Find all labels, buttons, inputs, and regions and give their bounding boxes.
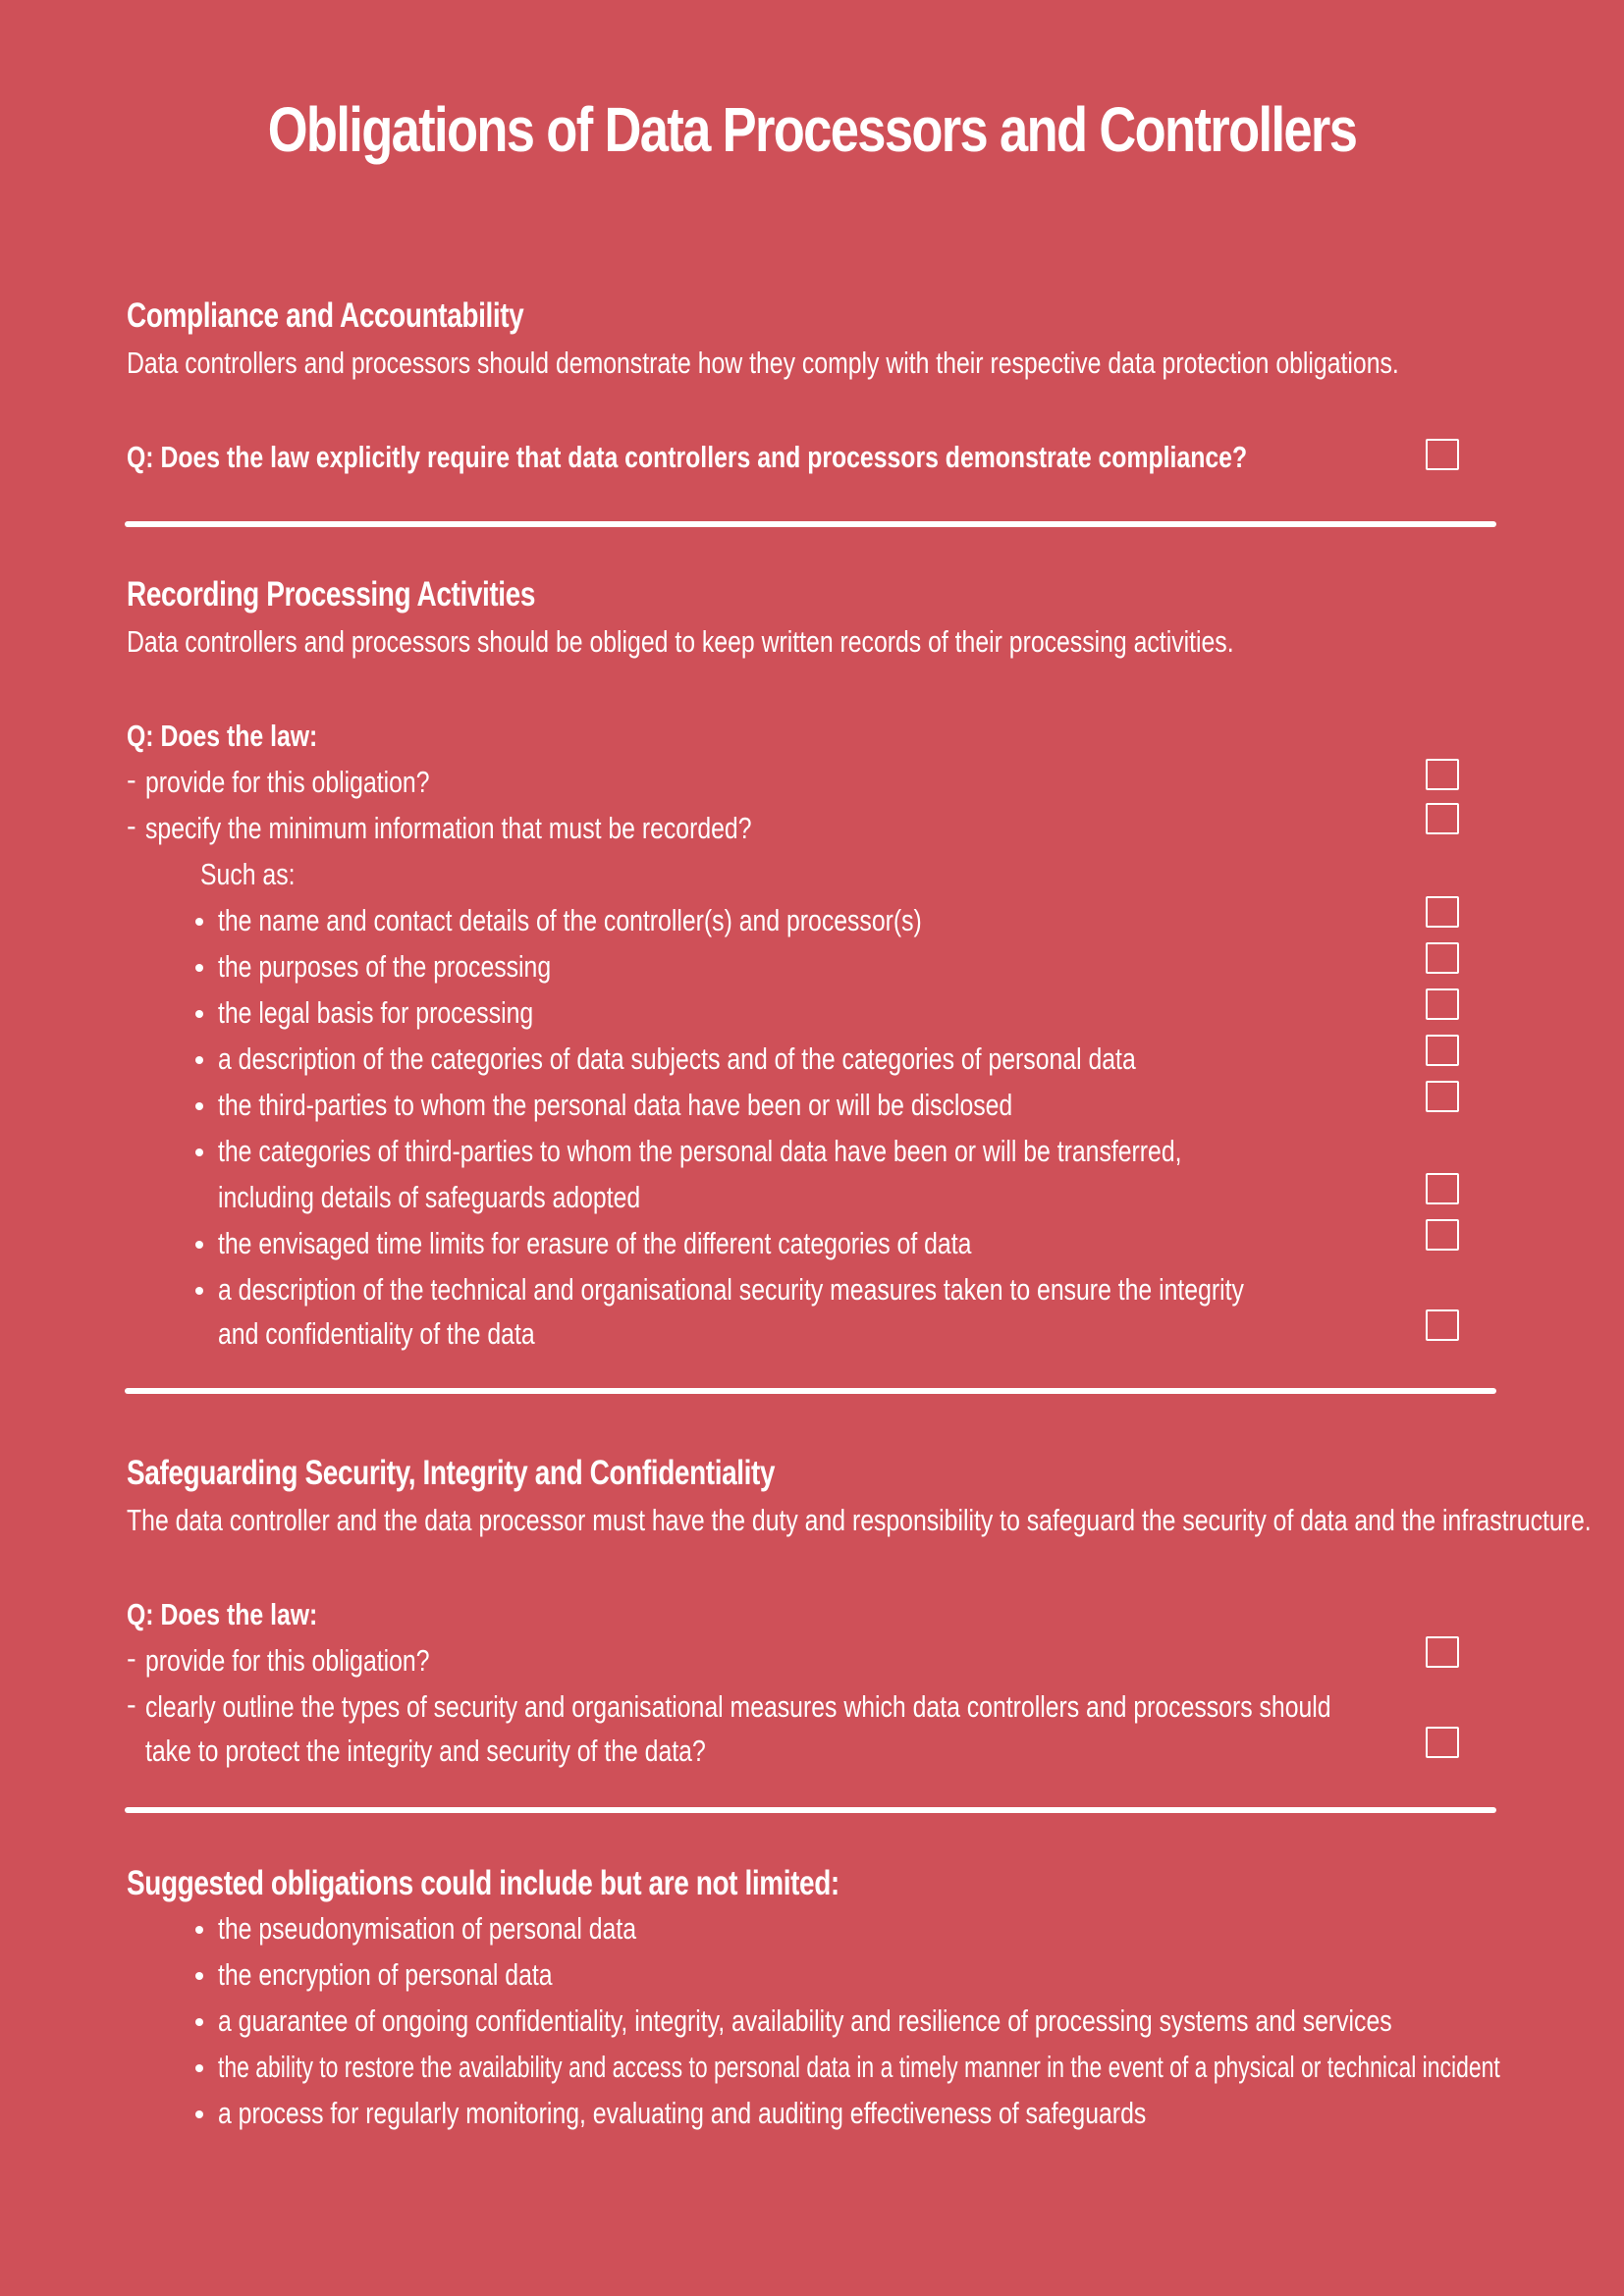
section-divider — [125, 1388, 1496, 1394]
safeguarding-question: Q: Does the law: — [127, 1597, 318, 1631]
bullet-icon — [195, 1287, 203, 1295]
dash-marker: - — [127, 1689, 136, 1721]
recording-bullet-checkbox[interactable] — [1426, 1309, 1459, 1341]
recording-bullet: the name and contact details of the controller(s) and processor(s) — [218, 903, 922, 937]
recording-item: specify the minimum information that must be recorded? — [145, 811, 752, 845]
recording-bullet: a description of the technical and organisational security measures taken to ensure the integrity — [218, 1272, 1244, 1307]
recording-bullet-checkbox[interactable] — [1426, 1173, 1459, 1204]
bullet-icon — [195, 918, 203, 926]
recording-bullet: the envisaged time limits for erasure of the different categories of data — [218, 1226, 972, 1260]
bullet-icon — [195, 1148, 203, 1156]
safeguarding-item-checkbox[interactable] — [1426, 1727, 1459, 1758]
recording-item-checkbox[interactable] — [1426, 803, 1459, 834]
dash-marker: - — [127, 765, 136, 796]
recording-bullet-checkbox[interactable] — [1426, 988, 1459, 1020]
page-title: Obligations of Data Processors and Controllers — [267, 94, 1357, 165]
suggested-bullet: the encryption of personal data — [218, 1957, 553, 1992]
safeguarding-item-continuation: take to protect the integrity and security of the data? — [145, 1734, 706, 1768]
recording-bullet: the purposes of the processing — [218, 949, 552, 984]
compliance-question: Q: Does the law explicitly require that data controllers and processors demonstrate compliance? — [127, 440, 1248, 474]
bullet-icon — [195, 1926, 203, 1934]
bullet-icon — [195, 1010, 203, 1018]
recording-bullet: a description of the categories of data subjects and of the categories of personal data — [218, 1041, 1136, 1076]
recording-question: Q: Does the law: — [127, 719, 318, 753]
dash-marker: - — [127, 1643, 136, 1675]
bullet-icon — [195, 964, 203, 972]
such-as-label: Such as: — [200, 857, 296, 891]
safeguarding-item: clearly outline the types of security and organisational measures which data controllers and processors should — [145, 1689, 1331, 1724]
recording-bullet: the legal basis for processing — [218, 995, 534, 1030]
recording-bullet: the third-parties to whom the personal data have been or will be disclosed — [218, 1088, 1013, 1122]
recording-bullet-continuation: and confidentiality of the data — [218, 1316, 535, 1351]
suggested-bullet: the pseudonymisation of personal data — [218, 1911, 637, 1946]
safeguarding-item: provide for this obligation? — [145, 1643, 430, 1678]
safeguarding-item-checkbox[interactable] — [1426, 1636, 1459, 1668]
recording-bullet-checkbox[interactable] — [1426, 1219, 1459, 1251]
bullet-icon — [195, 2064, 203, 2072]
recording-bullet-checkbox[interactable] — [1426, 1081, 1459, 1112]
recording-item: provide for this obligation? — [145, 765, 430, 799]
suggested-bullet: a process for regularly monitoring, evaluating and auditing effectiveness of safeguards — [218, 2096, 1147, 2130]
suggested-bullet: the ability to restore the availability and access to personal data in a timely manner in the event of a physical or technical incident — [218, 2050, 1500, 2084]
compliance-checkbox[interactable] — [1426, 439, 1459, 470]
section-heading-compliance: Compliance and Accountability — [127, 296, 524, 335]
recording-bullet-checkbox[interactable] — [1426, 942, 1459, 974]
section-description-safeguarding: The data controller and the data processor must have the duty and responsibility to safeguard the security of data and the infrastructure. — [127, 1503, 1592, 1537]
suggested-bullet: a guarantee of ongoing confidentiality, integrity, availability and resilience of processing systems and services — [218, 2003, 1392, 2038]
section-description-compliance: Data controllers and processors should demonstrate how they comply with their respective data protection obligations. — [127, 346, 1399, 380]
section-heading-safeguarding: Safeguarding Security, Integrity and Confidentiality — [127, 1454, 776, 1492]
bullet-icon — [195, 1056, 203, 1064]
section-divider — [125, 521, 1496, 527]
section-description-recording: Data controllers and processors should be obliged to keep written records of their processing activities. — [127, 624, 1234, 659]
recording-item-checkbox[interactable] — [1426, 759, 1459, 790]
section-divider — [125, 1807, 1496, 1813]
bullet-icon — [195, 1972, 203, 1980]
recording-bullet: the categories of third-parties to whom the personal data have been or will be transferred, — [218, 1134, 1182, 1168]
dash-marker: - — [127, 811, 136, 842]
bullet-icon — [195, 2018, 203, 2026]
recording-bullet-checkbox[interactable] — [1426, 1035, 1459, 1066]
bullet-icon — [195, 1102, 203, 1110]
bullet-icon — [195, 1241, 203, 1249]
section-heading-recording: Recording Processing Activities — [127, 575, 536, 614]
bullet-icon — [195, 2110, 203, 2118]
recording-bullet-continuation: including details of safeguards adopted — [218, 1180, 641, 1214]
suggested-heading: Suggested obligations could include but are not limited: — [127, 1864, 839, 1902]
recording-bullet-checkbox[interactable] — [1426, 896, 1459, 928]
